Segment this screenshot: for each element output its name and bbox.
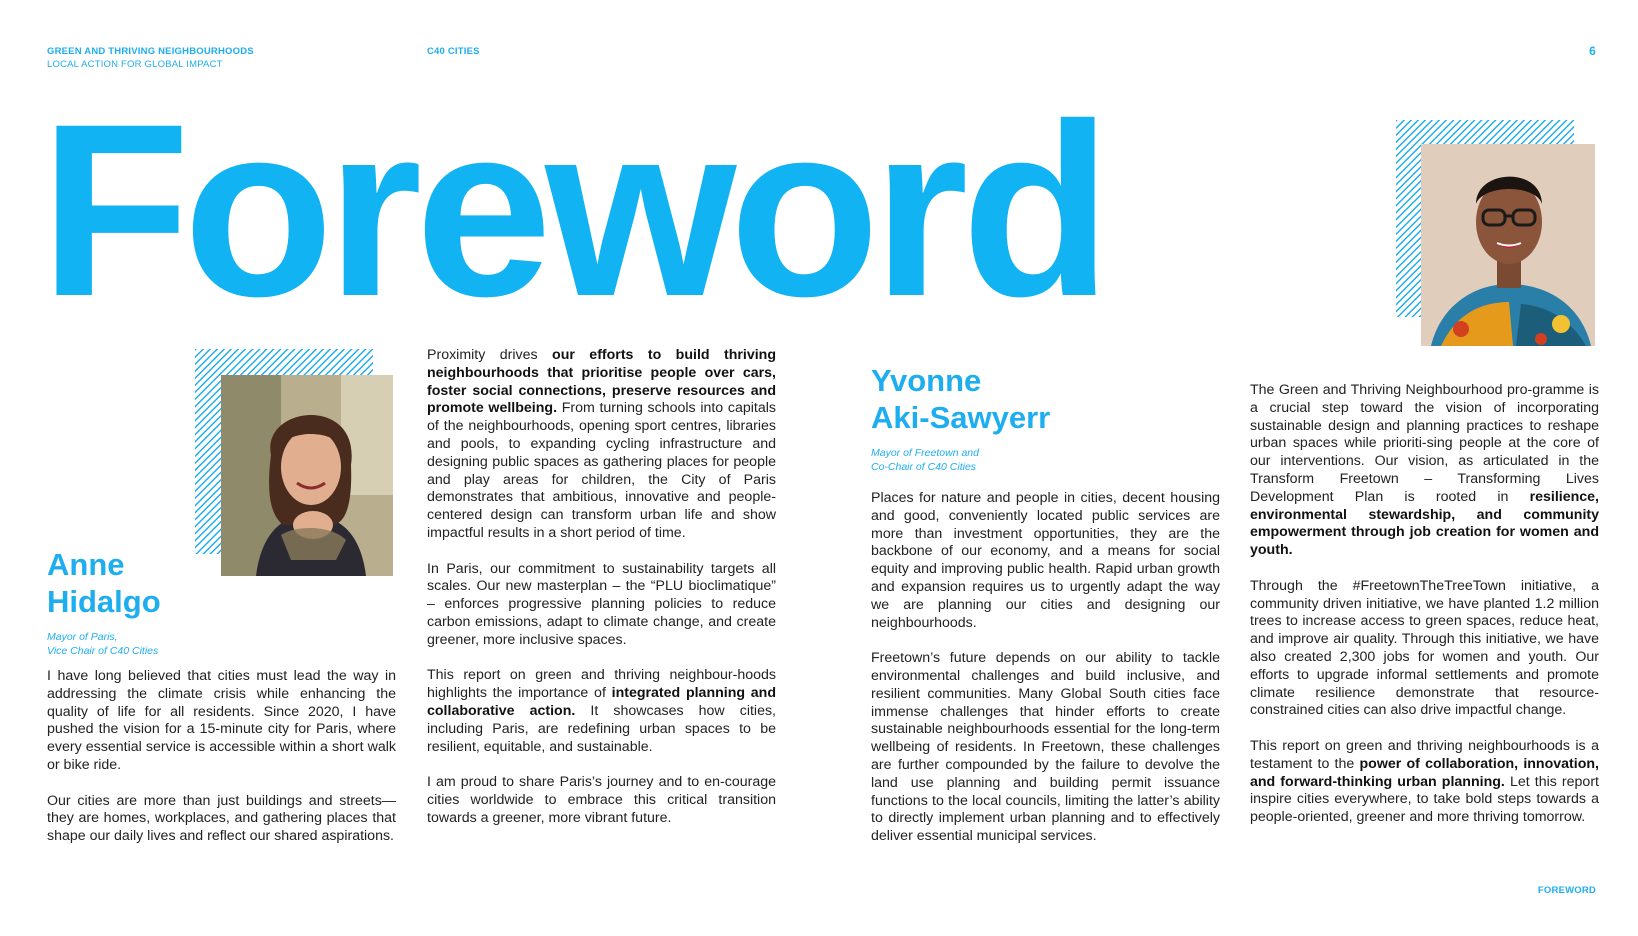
author-role: Mayor of Freetown and xyxy=(871,447,979,459)
paragraph: Proximity drives our efforts to build thriving neighbourhoods that prioritise people over cars, foster social connections, preserve resources and promote wellbeing. From turning schools into capitals of the neighbourhoods, opening sport centres, libraries and pools, to expanding cycling infrastructure and designing public spaces as gathering places for people and play areas for children, the City of Paris demonstrates that ambitious, innovative and people-centered design can transform urban life and show impactful results in a short period of time. xyxy=(427,347,777,541)
paragraph: Our cities are more than just buildings and streets—they are homes, workplaces, and gathering places that shape our daily lives and reflect our shared aspirations. xyxy=(47,792,396,845)
org-label: C40 CITIES xyxy=(427,46,480,57)
author-last-name: Aki-Sawyerr xyxy=(871,400,1051,435)
author-first-name: Anne xyxy=(47,547,125,582)
foreword-column-3 xyxy=(871,490,1220,864)
foreword-column-2 xyxy=(427,347,776,845)
author-last-name: Hidalgo xyxy=(47,584,161,619)
portrait-yvonne-aki-sawyerr xyxy=(1421,144,1595,346)
paragraph: Places for nature and people in cities, decent housing and good, conveniently located public services are more than investment opportunities, they are the backbone of our economy, and a means for social equity and improving public health. Rapid urban growth and expansion requires us to urgently adapt the way we are planning our cities and designing our neighbourhoods. xyxy=(871,490,1220,631)
report-subtitle: LOCAL ACTION FOR GLOBAL IMPACT xyxy=(47,59,223,70)
foreword-column-1 xyxy=(47,668,396,864)
paragraph: This report on green and thriving neighbourhoods is a testament to the power of collaboration, innovation, and forward-thinking urban planning. Let this report inspire cities everywhere, to take bold steps towards a people-oriented, greener and more thriving tomorrow. xyxy=(1250,737,1599,826)
author-first-name: Yvonne xyxy=(871,363,982,398)
portrait-anne-image xyxy=(221,375,393,576)
paragraph: I am proud to share Paris’s journey and to en-courage cities worldwide to embrace this critical transition towards a greener, more vibrant future. xyxy=(427,774,776,826)
paragraph: Through the #FreetownTheTreeTown initiative, a community driven initiative, we have planted 1.2 million trees to increase access to green spaces, reduce heat, and improve air quality. Through this initiative, we have also created 2,300 jobs for women and youth. Our efforts to upgrade informal settlements and promote climate resilience demonstrate that resource-constrained cities can also drive impactful change. xyxy=(1250,577,1599,719)
foreword-column-4 xyxy=(1250,382,1599,845)
page-number: 6 xyxy=(1589,44,1596,58)
page-title: Foreword xyxy=(40,73,1105,348)
author-role: Vice Chair of C40 Cities xyxy=(47,645,159,657)
paragraph: In Paris, our commitment to sustainability targets all scales. Our new masterplan – the “PLU bioclimatique” – enforces progressive planning policies to reduce carbon emissions, adapt to climate change, and create greener, more inclusive spaces. xyxy=(427,560,776,648)
author-yvonne-aki-sawyerr xyxy=(871,362,1050,474)
footer-section-label: FOREWORD xyxy=(1537,885,1596,896)
paragraph: Freetown’s future depends on our ability to tackle environmental challenges and build inclusive, and resilient communities. Many Global South cities face immense challenges that hinder efforts to create sustainable neighbourhoods essential for the long-term wellbeing of residents. In Freetown, these challenges are further compounded by the failure to devolve the land use planning and building permit issuance functions to the local councils, limiting the latter’s ability to directly implement urban planning and to effectively deliver essential municipal services. xyxy=(871,650,1220,845)
author-anne-hidalgo xyxy=(47,546,161,658)
report-title: GREEN AND THRIVING NEIGHBOURHOODS xyxy=(47,46,254,57)
paragraph: This report on green and thriving neighbour-hoods highlights the importance of integrated planning and collaborative action. It showcases how cities, including Paris, are redefining urban spaces to be resilient, equitable, and sustainable. xyxy=(427,667,777,755)
author-role: Mayor of Paris, xyxy=(47,631,118,643)
author-role: Co-Chair of C40 Cities xyxy=(871,461,977,473)
paragraph: I have long believed that cities must lead the way in addressing the climate crisis while enhancing the quality of life for all residents. Since 2020, I have pushed the vision for a 15-minute city for Paris, where every essential service is accessible within a short walk or bike ride. xyxy=(47,668,396,773)
paragraph: The Green and Thriving Neighbourhood pro-gramme is a crucial step toward the vision of incorporating sustainable design and planning practices to reshape urban spaces while prioriti-sing people at the core of our interventions. Our vision, as articulated in the Transform Freetown – Transforming Lives Development Plan is rooted in resilience, environmental stewardship, and community empowerment through job creation for women and youth. xyxy=(1250,382,1599,559)
portrait-anne-hidalgo xyxy=(221,375,393,576)
portrait-yvonne-image xyxy=(1421,144,1595,346)
report-header xyxy=(47,45,254,71)
